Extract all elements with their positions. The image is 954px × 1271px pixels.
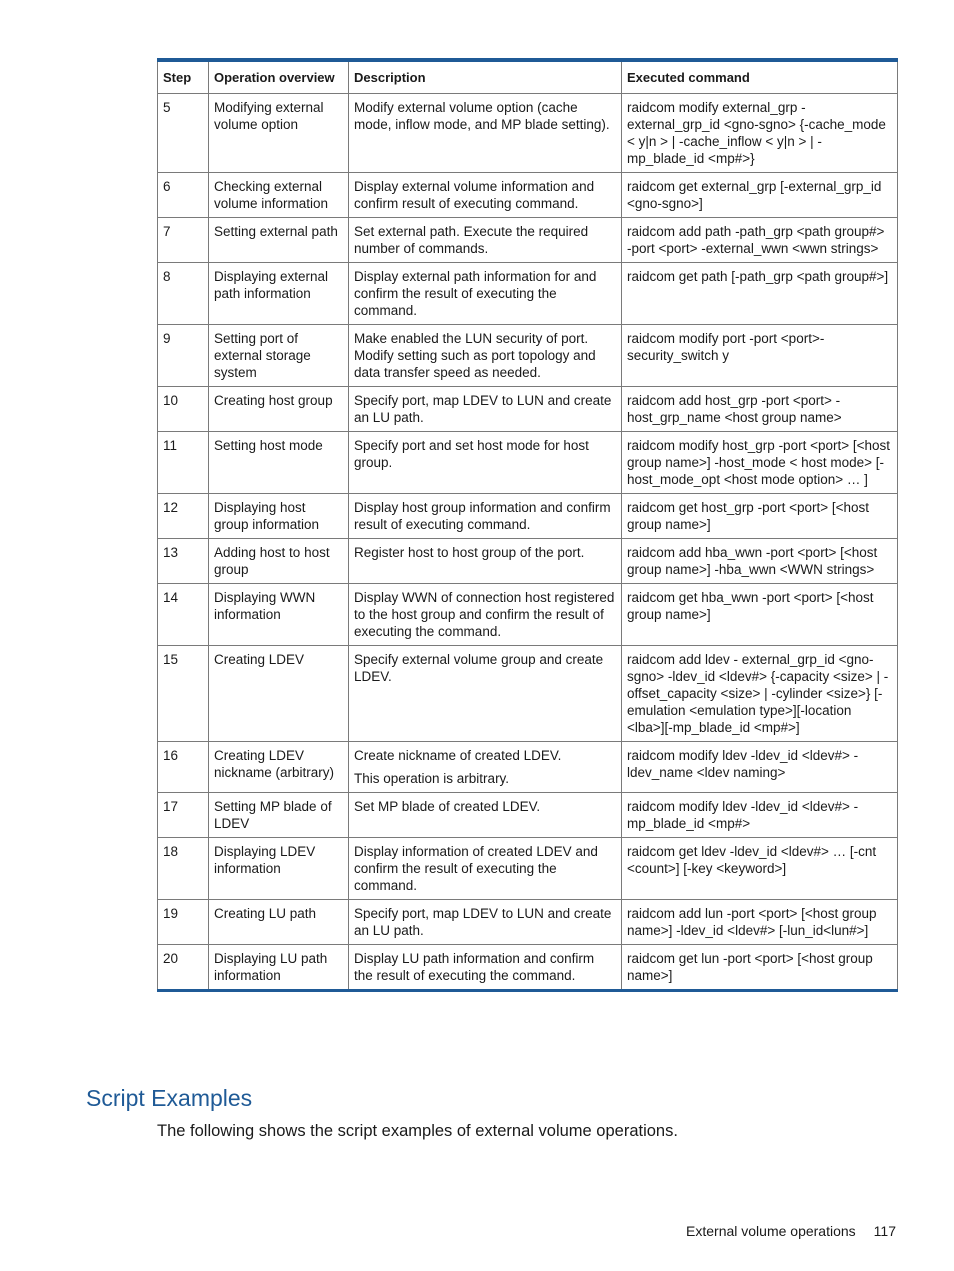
table-row: [158, 539, 898, 584]
cell-operation-overview: Displaying WWN information: [209, 584, 349, 646]
description-paragraph: Specify external volume group and create LDEV.: [354, 652, 604, 684]
description-paragraph: Display LU path information and confirm the result of executing the command.: [354, 951, 595, 983]
cell-executed-command: raidcom get ldev -ldev_id <ldev#> … [-cnt <count>] [-key <keyword>]: [622, 838, 898, 900]
table-row: [158, 387, 898, 432]
description-paragraph: Register host to host group of the port.: [354, 545, 585, 560]
header-executed-command: Executed command: [622, 60, 898, 94]
table-header-row: [158, 60, 898, 94]
header-description: Description: [349, 60, 622, 94]
table-row: [158, 945, 898, 991]
cell-description: [349, 494, 622, 539]
page-footer: [686, 1223, 896, 1239]
table-row: [158, 900, 898, 945]
cell-executed-command: raidcom get path [-path_grp <path group#>]: [622, 263, 898, 325]
cell-step: 6: [158, 173, 209, 218]
cell-step: 16: [158, 742, 209, 793]
table-row: [158, 218, 898, 263]
cell-executed-command: raidcom get lun -port <port> [<host group name>]: [622, 945, 898, 991]
table-body: [158, 94, 898, 991]
section-intro: The following shows the script examples of external volume operations.: [157, 1122, 678, 1140]
table-row: [158, 494, 898, 539]
cell-operation-overview: Displaying LU path information: [209, 945, 349, 991]
cell-operation-overview: Adding host to host group: [209, 539, 349, 584]
table-row: [158, 325, 898, 387]
cell-executed-command: raidcom add hba_wwn -port <port> [<host group name>] -hba_wwn <WWN strings>: [622, 539, 898, 584]
table-row: [158, 838, 898, 900]
cell-executed-command: raidcom add host_grp -port <port> -host_grp_name <host group name>: [622, 387, 898, 432]
description-paragraph: Display WWN of connection host registered to the host group and confirm the result of executing the command.: [354, 590, 615, 639]
description-paragraph: This operation is arbitrary.: [354, 771, 510, 786]
cell-description: [349, 945, 622, 991]
cell-operation-overview: Creating LU path: [209, 900, 349, 945]
cell-step: 18: [158, 838, 209, 900]
cell-description: [349, 432, 622, 494]
cell-description: [349, 646, 622, 742]
table-row: [158, 263, 898, 325]
cell-step: 20: [158, 945, 209, 991]
cell-operation-overview: Displaying external path information: [209, 263, 349, 325]
table-row: [158, 173, 898, 218]
cell-step: 11: [158, 432, 209, 494]
cell-executed-command: raidcom modify ldev -ldev_id <ldev#> -mp_blade_id <mp#>: [622, 793, 898, 838]
cell-executed-command: raidcom add lun -port <port> [<host group name>] -ldev_id <ldev#> [-lun_id<lun#>]: [622, 900, 898, 945]
header-operation-overview: Operation overview: [209, 60, 349, 94]
description-paragraph: Create nickname of created LDEV.: [354, 748, 562, 763]
cell-executed-command: raidcom modify ldev -ldev_id <ldev#> -ldev_name <ldev naming>: [622, 742, 898, 793]
description-paragraph: Set MP blade of created LDEV.: [354, 799, 541, 814]
page-number: 117: [873, 1223, 896, 1239]
cell-executed-command: raidcom add path -path_grp <path group#> -port <port> -external_wwn <wwn strings>: [622, 218, 898, 263]
cell-step: 8: [158, 263, 209, 325]
description-paragraph: Display information of created LDEV and confirm the result of executing the command.: [354, 844, 598, 893]
cell-operation-overview: Setting MP blade of LDEV: [209, 793, 349, 838]
cell-description: [349, 387, 622, 432]
table-row: [158, 742, 898, 793]
cell-description: [349, 325, 622, 387]
cell-operation-overview: Checking external volume information: [209, 173, 349, 218]
cell-step: 15: [158, 646, 209, 742]
cell-description: [349, 263, 622, 325]
cell-operation-overview: Creating LDEV nickname (arbitrary): [209, 742, 349, 793]
section-title: Script Examples: [86, 1085, 253, 1111]
cell-executed-command: raidcom add ldev - external_grp_id <gno-sgno> -ldev_id <ldev#> {-capacity <size> | -offset_capacity <size> | -cylinder <size>} [-emulation <emulation type>][-location <lba>][-mp_blade_id <mp#>]: [622, 646, 898, 742]
cell-operation-overview: Creating LDEV: [209, 646, 349, 742]
description-paragraph: Display host group information and confirm result of executing command.: [354, 500, 611, 532]
cell-executed-command: raidcom get hba_wwn -port <port> [<host group name>]: [622, 584, 898, 646]
description-paragraph: Specify port, map LDEV to LUN and create an LU path.: [354, 393, 612, 425]
cell-operation-overview: Displaying host group information: [209, 494, 349, 539]
cell-description: [349, 900, 622, 945]
cell-description: [349, 838, 622, 900]
table-row: [158, 646, 898, 742]
cell-operation-overview: Setting host mode: [209, 432, 349, 494]
cell-step: 5: [158, 94, 209, 173]
description-paragraph: Set external path. Execute the required number of commands.: [354, 224, 589, 256]
cell-description: [349, 793, 622, 838]
cell-description: [349, 173, 622, 218]
cell-step: 13: [158, 539, 209, 584]
description-paragraph: Display external path information for and confirm the result of executing the command.: [354, 269, 597, 318]
cell-step: 17: [158, 793, 209, 838]
table-row: [158, 94, 898, 173]
header-step: Step: [158, 60, 209, 94]
description-paragraph: Make enabled the LUN security of port. Modify setting such as port topology and data transfer speed as needed.: [354, 331, 596, 380]
cell-executed-command: raidcom modify external_grp -external_grp_id <gno-sgno> {-cache_mode < y|n > | -cache_inflow < y|n > | -mp_blade_id <mp#>}: [622, 94, 898, 173]
cell-operation-overview: Modifying external volume option: [209, 94, 349, 173]
cell-operation-overview: Setting port of external storage system: [209, 325, 349, 387]
footer-chapter-title: External volume operations: [686, 1223, 856, 1239]
description-paragraph: Modify external volume option (cache mode, inflow mode, and MP blade setting).: [354, 100, 610, 132]
operations-table: [157, 58, 898, 992]
cell-operation-overview: Displaying LDEV information: [209, 838, 349, 900]
table-row: [158, 793, 898, 838]
cell-executed-command: raidcom get host_grp -port <port> [<host group name>]: [622, 494, 898, 539]
cell-description: [349, 539, 622, 584]
cell-description: [349, 584, 622, 646]
cell-description: [349, 742, 622, 793]
cell-step: 12: [158, 494, 209, 539]
cell-operation-overview: Setting external path: [209, 218, 349, 263]
table-row: [158, 432, 898, 494]
cell-description: [349, 218, 622, 263]
description-paragraph: Specify port, map LDEV to LUN and create an LU path.: [354, 906, 612, 938]
cell-step: 7: [158, 218, 209, 263]
cell-step: 10: [158, 387, 209, 432]
cell-operation-overview: Creating host group: [209, 387, 349, 432]
description-paragraph: Display external volume information and confirm result of executing command.: [354, 179, 595, 211]
table-header: [158, 60, 898, 94]
cell-step: 9: [158, 325, 209, 387]
cell-executed-command: raidcom modify port -port <port>-security_switch y: [622, 325, 898, 387]
cell-step: 19: [158, 900, 209, 945]
table-row: [158, 584, 898, 646]
cell-executed-command: raidcom get external_grp [-external_grp_id <gno-sgno>]: [622, 173, 898, 218]
cell-description: [349, 94, 622, 173]
description-paragraph: Specify port and set host mode for host group.: [354, 438, 589, 470]
cell-executed-command: raidcom modify host_grp -port <port> [<host group name>] -host_mode < host mode> [-host_mode_opt <host mode option> … ]: [622, 432, 898, 494]
cell-step: 14: [158, 584, 209, 646]
